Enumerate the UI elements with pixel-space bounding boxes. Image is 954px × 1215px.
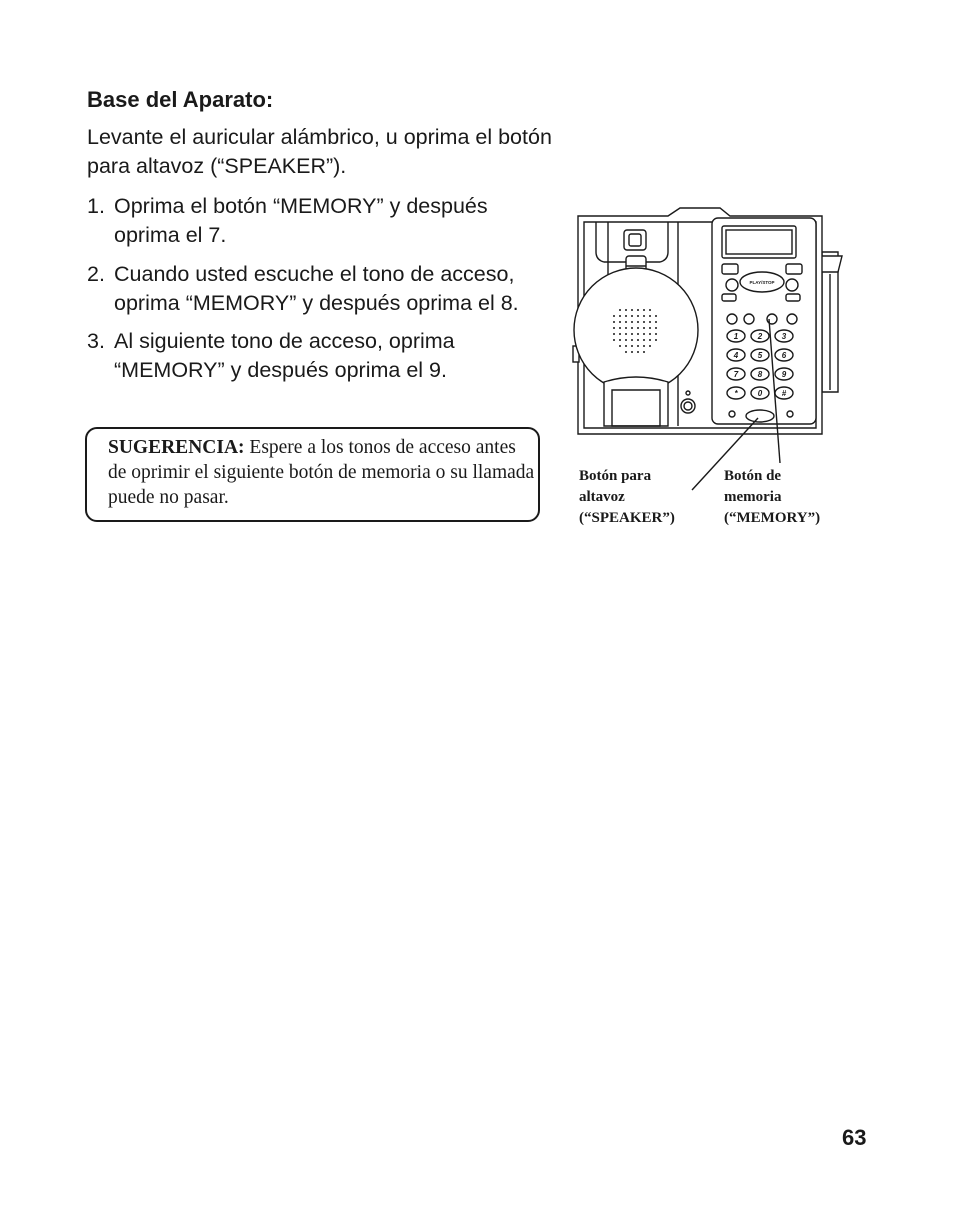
keypad-key-label: 7 (733, 370, 739, 379)
step-item (87, 192, 557, 250)
callout-line: (“SPEAKER”) (579, 510, 675, 526)
tip-label: SUGERENCIA: (108, 437, 245, 458)
step-number: 3. (87, 329, 105, 353)
callout-line: memoria (724, 489, 782, 505)
keypad-key-label: 1 (733, 332, 739, 341)
step-text: Al siguiente tono de acceso, oprima “MEMORY” y después oprima el 9. (114, 329, 455, 382)
keypad-key-label: 0 (757, 389, 763, 398)
intro-paragraph: Levante el auricular alámbrico, u oprima el botón para altavoz (“SPEAKER”). (87, 125, 552, 178)
callout-line: Botón de (724, 468, 782, 484)
callout-line: (“MEMORY”) (724, 510, 821, 526)
tip-box (85, 427, 540, 522)
section-heading: Base del Aparato: (87, 87, 274, 112)
step-item (87, 327, 557, 385)
callout-memory-button (724, 466, 820, 529)
keypad-key-label: # (781, 389, 787, 398)
step-number: 2. (87, 262, 105, 286)
step-text: Oprima el botón “MEMORY” y después oprima el 7. (114, 194, 488, 247)
callout-line: Botón para (579, 468, 652, 484)
keypad-key-label: 8 (757, 370, 763, 379)
keypad-key-label: 4 (733, 351, 739, 360)
step-number: 1. (87, 194, 105, 218)
tip-body: Espere a los tonos de acceso antes de oprimir el siguiente botón de memoria o su llamada puede no pasar. (108, 437, 535, 508)
callout-speaker-button (579, 466, 675, 529)
step-item (87, 260, 557, 318)
play-stop-label: PLAY/STOP (749, 280, 775, 285)
step-text: Cuando usted escuche el tono de acceso, oprima “MEMORY” y después oprima el 8. (114, 262, 519, 315)
keypad-key-label: 3 (781, 332, 787, 341)
keypad-key-label: 5 (757, 351, 763, 360)
keypad-key-label: * (734, 389, 738, 398)
tip-text (108, 435, 538, 510)
keypad-key-label: 9 (781, 370, 787, 379)
page-number: 63 (842, 1125, 867, 1150)
callout-line: altavoz (579, 489, 625, 505)
keypad-key-label: 2 (757, 332, 763, 341)
keypad-key-label: 6 (781, 351, 787, 360)
